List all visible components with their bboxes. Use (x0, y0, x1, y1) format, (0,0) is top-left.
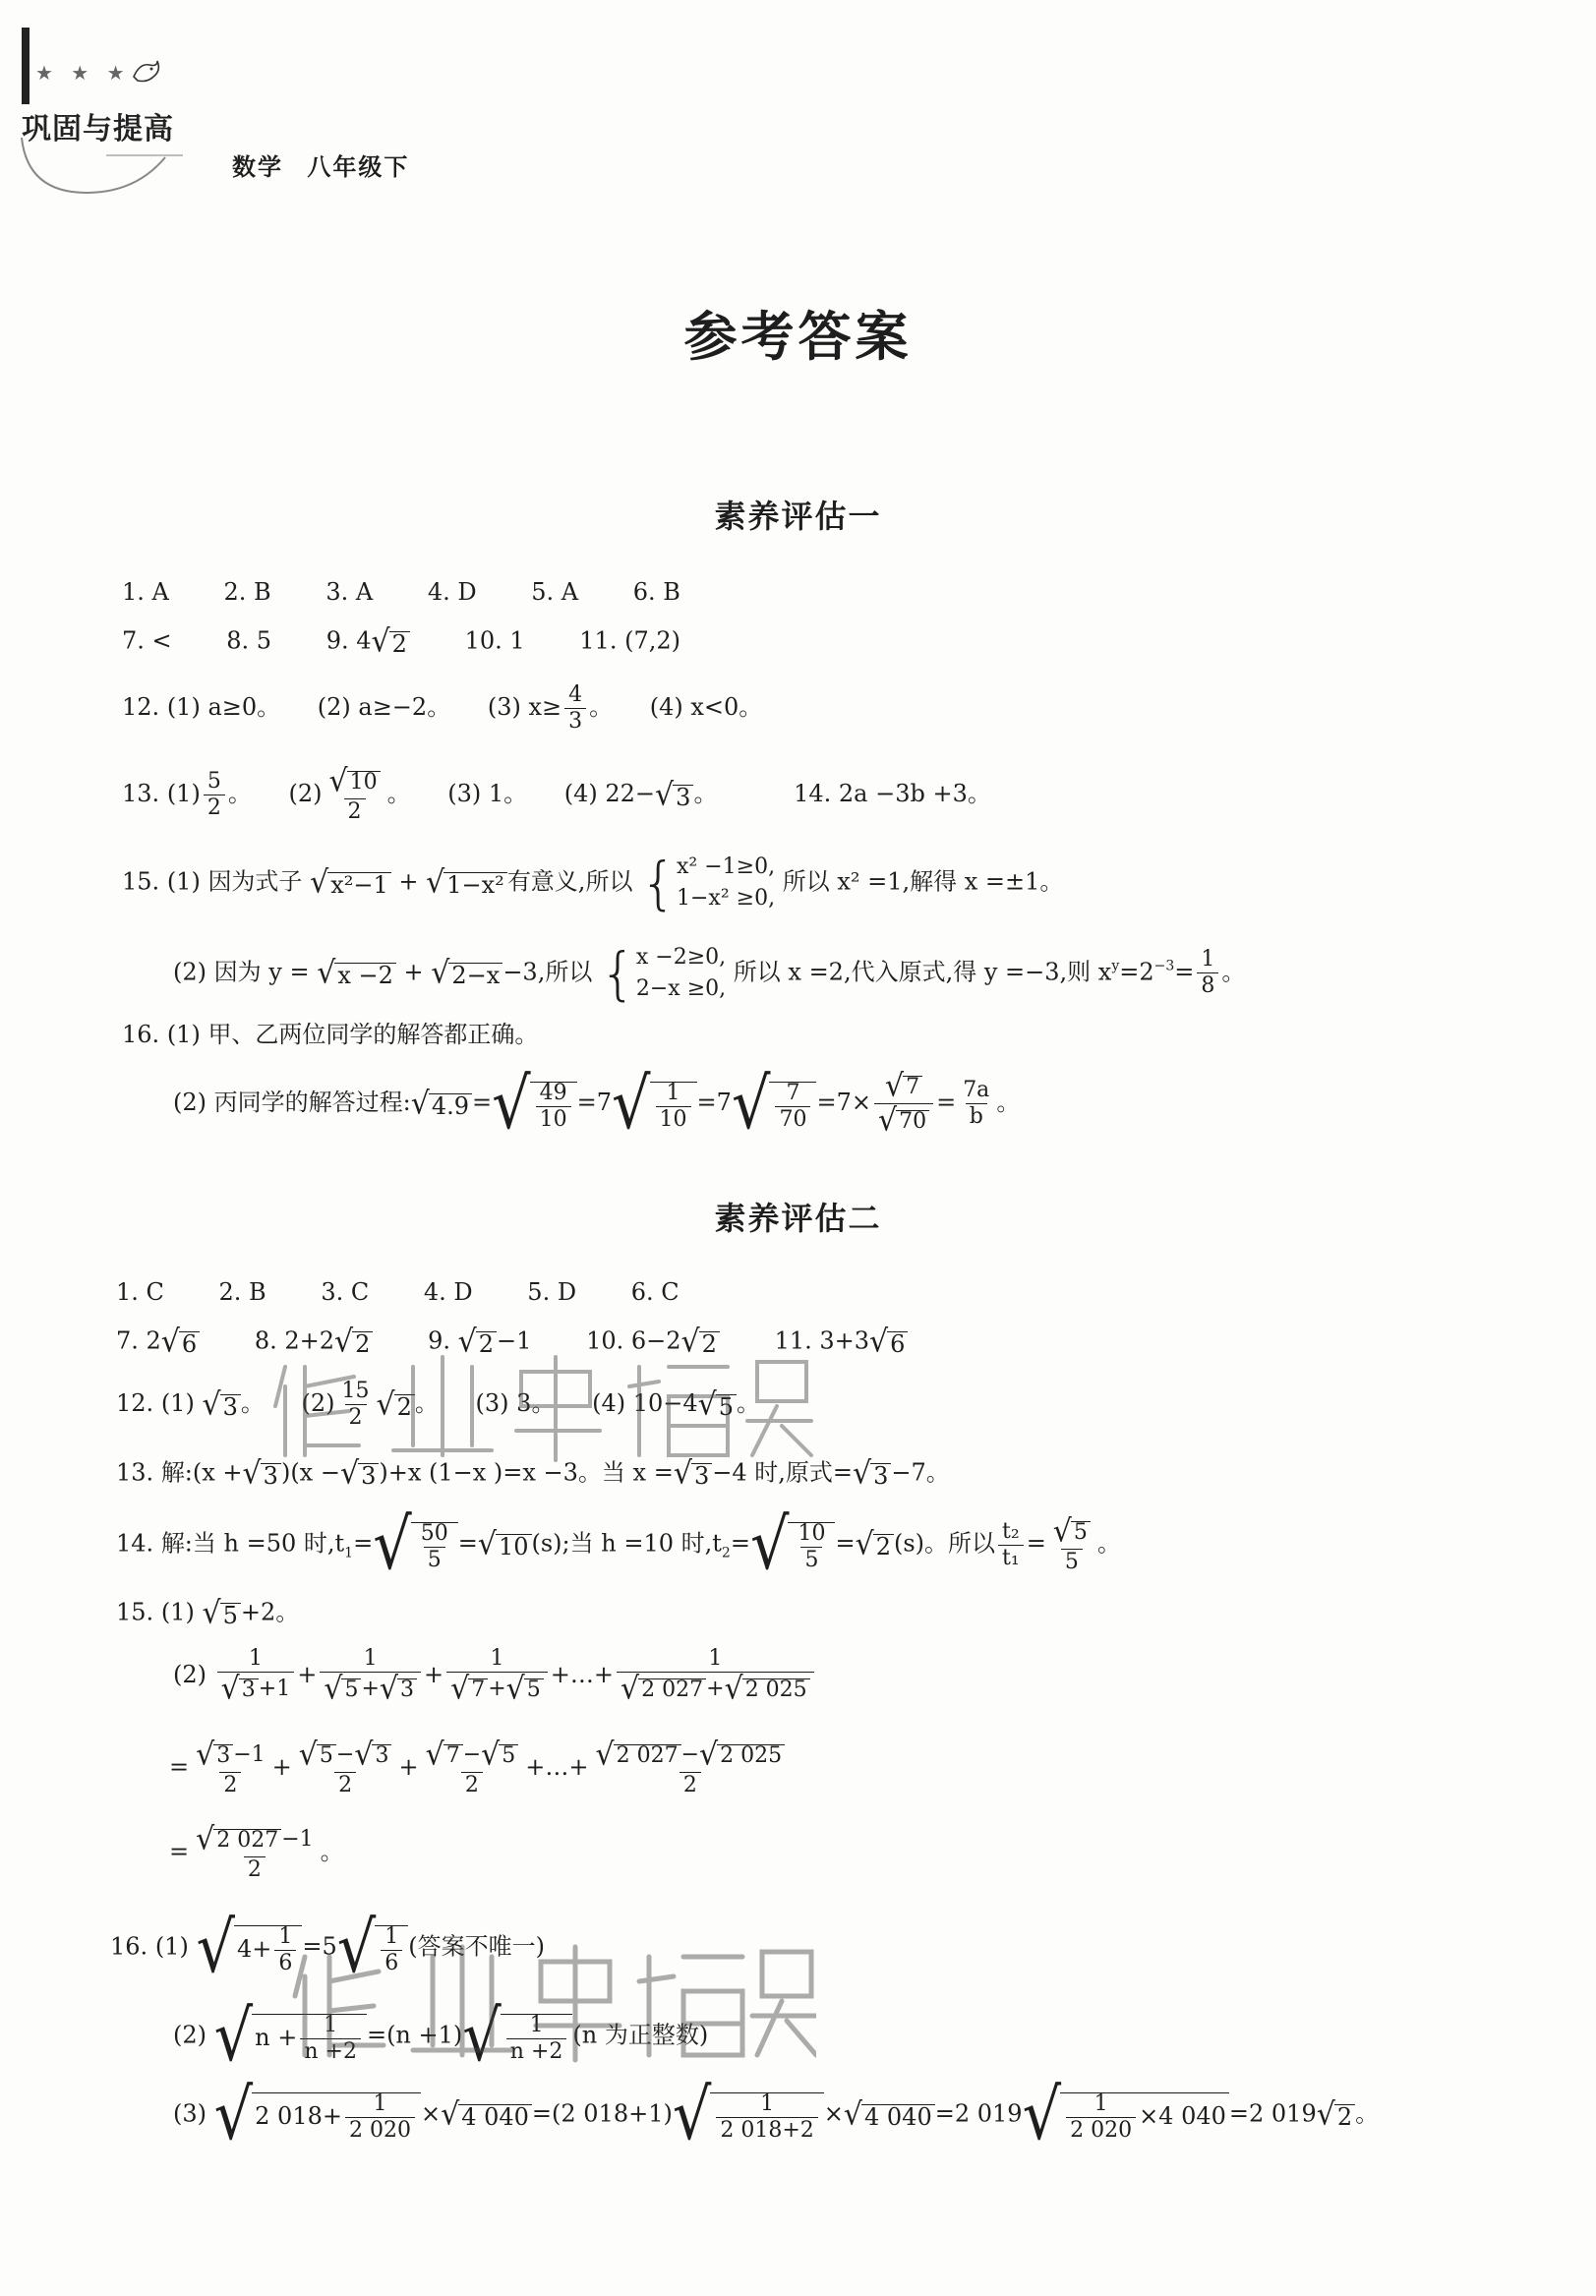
sqrt: √ 6 (869, 1327, 908, 1357)
sqrt: √ 3 (655, 781, 693, 810)
sqrt: √ $\frac{7}{70}$ (732, 1074, 817, 1135)
page-title: 参考答案 (683, 306, 913, 368)
fraction: 1 √ 3 +1 (217, 1648, 295, 1704)
sqrt: √ 6 (161, 1327, 200, 1357)
system-brace: { x −2≥0, 2−x ≥0, (599, 939, 727, 1007)
s1-choice-row (122, 580, 680, 604)
q-label: 13. (122, 780, 160, 807)
fraction: √ 2 027 − √ 2 025 2 (591, 1740, 789, 1796)
fraction: $\frac{7a}{b}$ (963, 1078, 990, 1129)
sqrt: √ 2 (377, 1390, 415, 1420)
s1-q12-p1: (1) a≥0。 (166, 693, 281, 721)
sqrt: √ 2−x (431, 959, 502, 988)
s2-q9: 9. (428, 1326, 450, 1355)
s1-q15-p1: 15. (1) 因为式子 √ x²−1 + √ 1−x² 有意义,所以 { x² −1≥0, 1−x² ≥0, 所以 x² =1,解得 x =±1。 (122, 849, 1064, 916)
fraction: √ 5 5 (1049, 1517, 1094, 1573)
sqrt: √ x²−1 (310, 868, 391, 898)
sqrt: √ $\frac{10}{5}$ (750, 1514, 836, 1575)
sqrt: √ $\frac{1}{n +2}$ (462, 2006, 572, 2067)
s1-q16-p2: (2) 丙同学的解答过程: √ 4.9 = √ $\frac{49}{10}$ =7 √ $\frac{1}{10}$ =7 √ $\frac{7}{70}$ =7× √ 7 √ 70 = $\frac{7a}{b}$ 。 (173, 1061, 1021, 1145)
s2-choice-3: 3. C (321, 1278, 370, 1306)
sqrt: √ $\frac{1}{10}$ (612, 1074, 697, 1135)
fraction: √ 2 027 −1 2 (196, 1821, 314, 1882)
s2-choice-2: 2. B (218, 1278, 266, 1306)
fraction: $\frac{4}{3}$ (564, 684, 586, 733)
fraction: √ 5 − √ 3 2 (295, 1740, 396, 1796)
s1-choice-4: 4. D (427, 578, 477, 606)
fraction: √ 7 − √ 5 2 (422, 1740, 523, 1796)
s2-q16-p1: 16. (1) √ 4+ $\frac{1}{6}$ =5 √ $\frac{1}{6}$ (答案不唯一) (110, 1906, 545, 1989)
s2-q14: 14. 解:当 h =50 时$,t_1=$ √ $\frac{50}{5}$ = √ 10 (s);当 h =10 时$,t_2=$ √ $\frac{10}{5}$ = √ 2 (s)。所以 $\frac{\text{t₂}}{\text{t₁}}$ = √ 5 5 。 (116, 1502, 1121, 1586)
s2-q15-line2: = √ 3 −1 2 + √ 5 − √ 3 2 + √ 7 − √ 5 2 +…+ √ 2 027 − √ 2 025 2 (169, 1740, 792, 1796)
s2-fill-row: 7. 2 √ 6 8. 2+2 √ 2 9. √ 2 −1 10. 6−2 √ 2 11. 3+3 √ 6 (116, 1327, 908, 1357)
s1-q14: 14. 2a −3b +3。 (794, 780, 991, 807)
q-label: 13. (116, 1458, 154, 1487)
s2-q12-p3: (3) 3。 (475, 1389, 556, 1417)
fraction: $\frac{5}{2}$ (204, 771, 225, 819)
s2-choice-6: 6. C (630, 1278, 680, 1306)
s1-fill-row (122, 623, 680, 660)
s1-q8: 8. 5 (226, 626, 272, 655)
fraction: $\frac{\text{t₂}}{\text{t₁}}$ (998, 1521, 1024, 1569)
q-label: 16. (110, 1932, 148, 1961)
s1-q10: 10. 1 (464, 626, 525, 655)
s2-choice-5: 5. D (527, 1278, 577, 1306)
s2-q13: 13. 解:(x + √ 3 )(x − √ 3 )+x (1−x )=x −3。当 x = √ 3 −4 时,原式= √ 3 −7。 (116, 1455, 950, 1492)
s2-q7: 7. 2 (116, 1326, 161, 1355)
sqrt: √ 1−x² (426, 868, 507, 898)
section2-title: 素养评估二 (714, 1200, 882, 1237)
fraction: $\frac{15}{2}$ (341, 1379, 370, 1430)
logo-stars: ★ ★ ★ (35, 61, 131, 85)
sqrt: √ 4.9 (411, 1089, 472, 1119)
sqrt: √ 2 (458, 1327, 497, 1357)
s1-choice-5: 5. A (531, 578, 579, 606)
s2-q12: 12. (1) √ 3 。 (2) $\frac{15}{2}$ √ 2 。 (3) 3。 (4) 10−4 √ 5 。 (116, 1379, 761, 1430)
fraction: √ 10 2 (325, 767, 384, 823)
s2-q16-p3: (3) √ 2 018+ $\frac{1}{2 020}$ × √ 4 040 =(2 018+1) √ $\frac{1}{2 018+2}$ × √ 4 040 =2 019 √ $\frac{1}{2 020}$ ×4 040 =2 019 √ 2 。 (173, 2073, 1380, 2156)
s2-q15-p1: 15. (1) √ 5 +2。 (116, 1595, 300, 1631)
system-brace: { x² −1≥0, 1−x² ≥0, (640, 849, 776, 916)
s2-q10: 10. 6−2 (586, 1326, 681, 1355)
sqrt: √ 2 018+ $\frac{1}{2 020}$ (214, 2085, 421, 2146)
sqrt: √ $\frac{50}{5}$ (373, 1514, 458, 1575)
sqrt: √ x −2 (317, 959, 396, 988)
logo-bar (22, 28, 30, 104)
s1-q12: 12. (1) a≥0。 (2) a≥−2。 (3) x≥ $\frac{4}{3}$ 。 (4) x<0。 (122, 682, 763, 734)
fraction: √ 7 √ 70 (874, 1072, 933, 1136)
s2-q16-p2: (2) √ n + $\frac{1}{n +2}$ =(n +1) √ $\frac{1}{n +2}$ (n 为正整数) (173, 1994, 709, 2078)
s1-choice-2: 2. B (223, 578, 271, 606)
s1-q16-p1: 16. (1) 甲、乙两位同学的解答都正确。 (122, 1021, 539, 1048)
sqrt: √ n + $\frac{1}{n +2}$ (214, 2006, 367, 2067)
s1-choice-6: 6. B (632, 578, 680, 606)
fraction: 1 √ 2 027 + √ 2 025 (617, 1648, 814, 1704)
sqrt: √ $\frac{49}{10}$ (492, 1074, 577, 1135)
sqrt: √ 5 (698, 1390, 737, 1420)
sqrt: √ $\frac{1}{2 018+2}$ (673, 2085, 824, 2146)
watermark-graphic-1 (266, 1347, 816, 1465)
sqrt: √ 2 (334, 1327, 373, 1357)
s2-choice-4: 4. D (423, 1278, 473, 1306)
s1-q11: 11. (7,2) (579, 626, 680, 655)
sqrt: √ 5 (202, 1599, 240, 1628)
sqrt: √ $\frac{1}{6}$ (337, 1917, 409, 1978)
q-label: 15. (116, 1598, 154, 1626)
q-label: 12. (116, 1389, 154, 1417)
q-label: 16. (122, 1021, 160, 1048)
sqrt: √ 3 (202, 1390, 240, 1420)
q-label: 14. (116, 1529, 154, 1558)
fraction: √ 3 −1 2 (196, 1737, 266, 1797)
sqrt: √ $\frac{1}{2 020}$ ×4 040 (1023, 2085, 1229, 2146)
s1-q7: 7. < (122, 626, 172, 655)
logo-text: 巩固与提高 (22, 112, 174, 147)
q-label: 12. (122, 693, 160, 721)
sqrt: √ 4+ $\frac{1}{6}$ (196, 1917, 302, 1978)
s2-q15-line3: = √ 2 027 −1 2 。 (169, 1821, 344, 1882)
sqrt: √ 2 (372, 627, 410, 657)
bird-icon (128, 55, 163, 90)
s1-choice-1: 1. A (122, 578, 169, 606)
fraction: 1 √ 7 + √ 5 (446, 1648, 548, 1704)
s1-q12-p3: (3) x≥ (487, 693, 562, 721)
fraction: $\frac{1}{8}$ (1197, 949, 1218, 997)
s2-choice-row (116, 1280, 680, 1304)
s1-q12-p2: (2) a≥−2。 (317, 693, 451, 721)
fraction: 1 √ 5 + √ 3 (320, 1648, 421, 1704)
s2-q11: 11. 3+3 (774, 1326, 870, 1355)
s1-q15-p2: (2) 因为 y = √ x −2 + √ 2−x −3,所以 { x −2≥0, 2−x ≥0, 所以 x =2,代入原式,得 y =−3,则 $x^y=2^{-3}=$ $\frac{1}{8}$ 。 (173, 939, 1246, 1007)
s1-q9: 9. 4 (325, 626, 372, 655)
q-label: 15. (122, 867, 160, 896)
s1-q12-p4: (4) x<0。 (649, 693, 763, 721)
s1-choice-3: 3. A (325, 578, 374, 606)
s1-q13: 13. (1) $\frac{5}{2}$ 。 (2) √ 10 2 。 (3) 1。 (4) 22− √ 3 。 14. 2a −3b +3。 (122, 763, 991, 824)
watermark-graphic-2 (285, 1937, 816, 2065)
header-subtitle: 数学 八年级下 (232, 153, 410, 181)
s2-choice-1: 1. C (116, 1278, 164, 1306)
s2-q8: 8. 2+2 (254, 1326, 335, 1355)
sqrt: √ 2 (681, 1327, 720, 1357)
s2-q15-line1: (2) 1 √ 3 +1 + 1 √ 5 + √ 3 + 1 √ 7 + √ 5 +…+ 1 √ 2 027 + √ 2 025 (173, 1648, 817, 1704)
section1-title: 素养评估一 (714, 498, 882, 535)
s1-q13-p3: (3) 1。 (447, 780, 528, 807)
